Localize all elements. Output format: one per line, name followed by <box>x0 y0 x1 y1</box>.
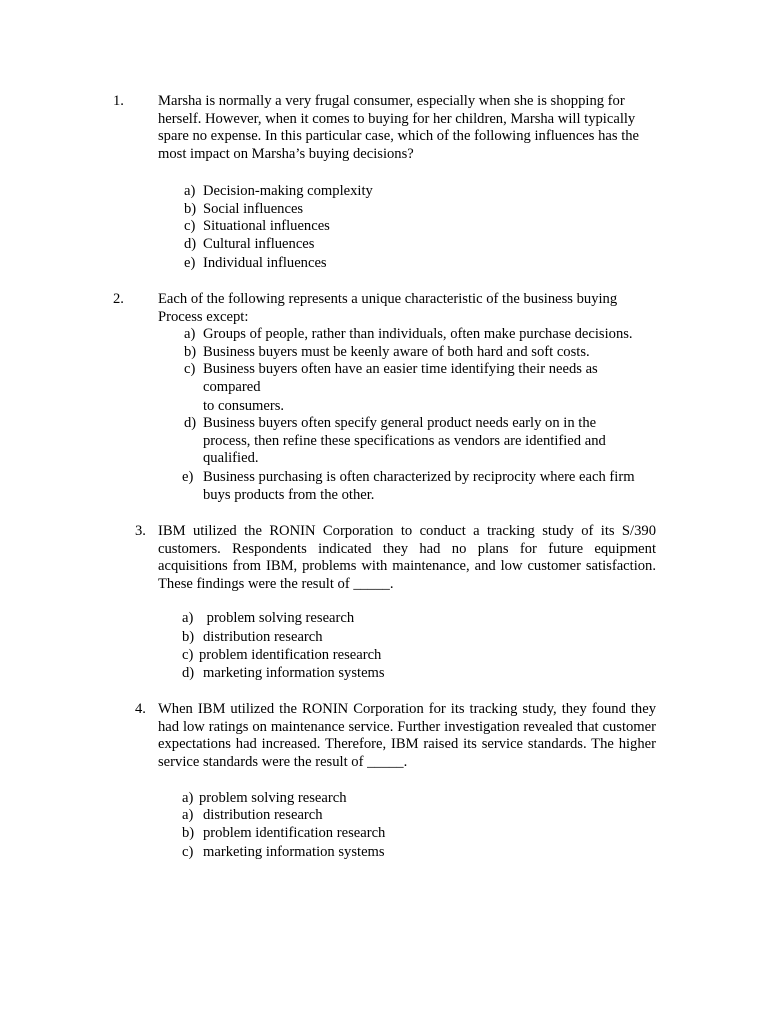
question-stem: Each of the following represents a unique characteristic of the business buying Process except: <box>158 291 618 325</box>
answer-option <box>184 201 303 219</box>
option-text: Cultural influences <box>203 236 315 252</box>
answer-option <box>184 183 373 201</box>
option-label: e) <box>184 255 196 271</box>
option-label: b) <box>184 201 197 217</box>
option-label: a) <box>182 807 194 823</box>
answer-option <box>182 647 381 665</box>
answer-option <box>184 415 596 433</box>
option-label: c) <box>182 844 194 860</box>
option-text: distribution research <box>203 807 323 823</box>
answer-option <box>182 469 635 487</box>
option-label: a) <box>182 790 194 806</box>
option-text: problem solving research <box>199 790 347 806</box>
option-text-continuation: to consumers. <box>203 398 285 414</box>
option-text: Business buyers often specify general product needs early on in the <box>203 415 597 431</box>
option-text-continuation: compared <box>203 379 261 395</box>
answer-option <box>184 255 327 273</box>
option-text-continuation: buys products from the other. <box>203 487 375 503</box>
option-label: c) <box>184 361 196 377</box>
option-text: Decision-making complexity <box>203 183 373 199</box>
option-label: c) <box>184 218 196 234</box>
option-text: Groups of people, rather than individuals, often make purchase decisions. <box>203 326 633 342</box>
question-number: 2. <box>113 291 124 307</box>
answer-option <box>184 361 598 379</box>
option-label: b) <box>184 344 197 360</box>
option-text: Business buyers often have an easier time identifying their needs as <box>203 361 598 377</box>
option-text: marketing information systems <box>203 665 385 681</box>
option-label: b) <box>182 629 195 645</box>
option-label: d) <box>184 236 197 252</box>
option-text: Social influences <box>203 201 304 217</box>
option-text: distribution research <box>203 629 323 645</box>
answer-option <box>182 629 323 647</box>
option-text: problem solving research <box>203 610 355 626</box>
option-text: marketing information systems <box>203 844 385 860</box>
option-text: Individual influences <box>203 255 327 271</box>
option-text: Business purchasing is often characterized by reciprocity where each firm <box>203 469 635 485</box>
question-number: 4. <box>135 701 146 717</box>
question-stem: Marsha is normally a very frugal consumer, especially when she is shopping for herself. However, when it comes to buying for her children, Marsha will typically spare no expense. In this particular case, which of the following influences has the most impact on Marsha’s buying decisions? <box>158 93 640 162</box>
option-label: d) <box>182 665 195 681</box>
answer-option <box>184 344 590 362</box>
answer-option <box>182 610 354 628</box>
question-stem: When IBM utilized the RONIN Corporation for its tracking study, they found they had low ratings on maintenance service. Further investigation revealed that customer expectations had increased. Therefore, IBM raised its service standards. The higher service standards were the result of _____. <box>158 701 656 770</box>
question-number: 1. <box>113 93 124 109</box>
question-number: 3. <box>135 523 146 539</box>
option-label: d) <box>184 415 197 431</box>
option-label: a) <box>182 610 194 626</box>
option-label: a) <box>184 183 196 199</box>
option-text: Business buyers must be keenly aware of both hard and soft costs. <box>203 344 590 360</box>
option-text-continuation: qualified. <box>203 450 259 466</box>
answer-option <box>182 665 385 683</box>
answer-option <box>182 807 323 825</box>
answer-option <box>184 218 330 236</box>
option-label: e) <box>182 469 194 485</box>
option-text: Situational influences <box>203 218 330 234</box>
question-stem: IBM utilized the RONIN Corporation to conduct a tracking study of its S/390 customers. Respondents indicated they had no plans for future equipment acquisitions from IBM, problems with maintenance, and low customer satisfaction. These findings were the result of _____. <box>158 523 656 592</box>
option-text-continuation: process, then refine these specifications as vendors are identified and <box>203 433 606 449</box>
option-label: a) <box>184 326 196 342</box>
answer-option <box>182 790 347 808</box>
option-text: problem identification research <box>199 647 382 663</box>
answer-option <box>184 326 633 344</box>
answer-option <box>182 825 385 843</box>
option-text: problem identification research <box>203 825 386 841</box>
option-label: c) <box>182 647 194 663</box>
answer-option <box>184 236 314 254</box>
answer-option <box>182 844 385 862</box>
option-label: b) <box>182 825 195 841</box>
